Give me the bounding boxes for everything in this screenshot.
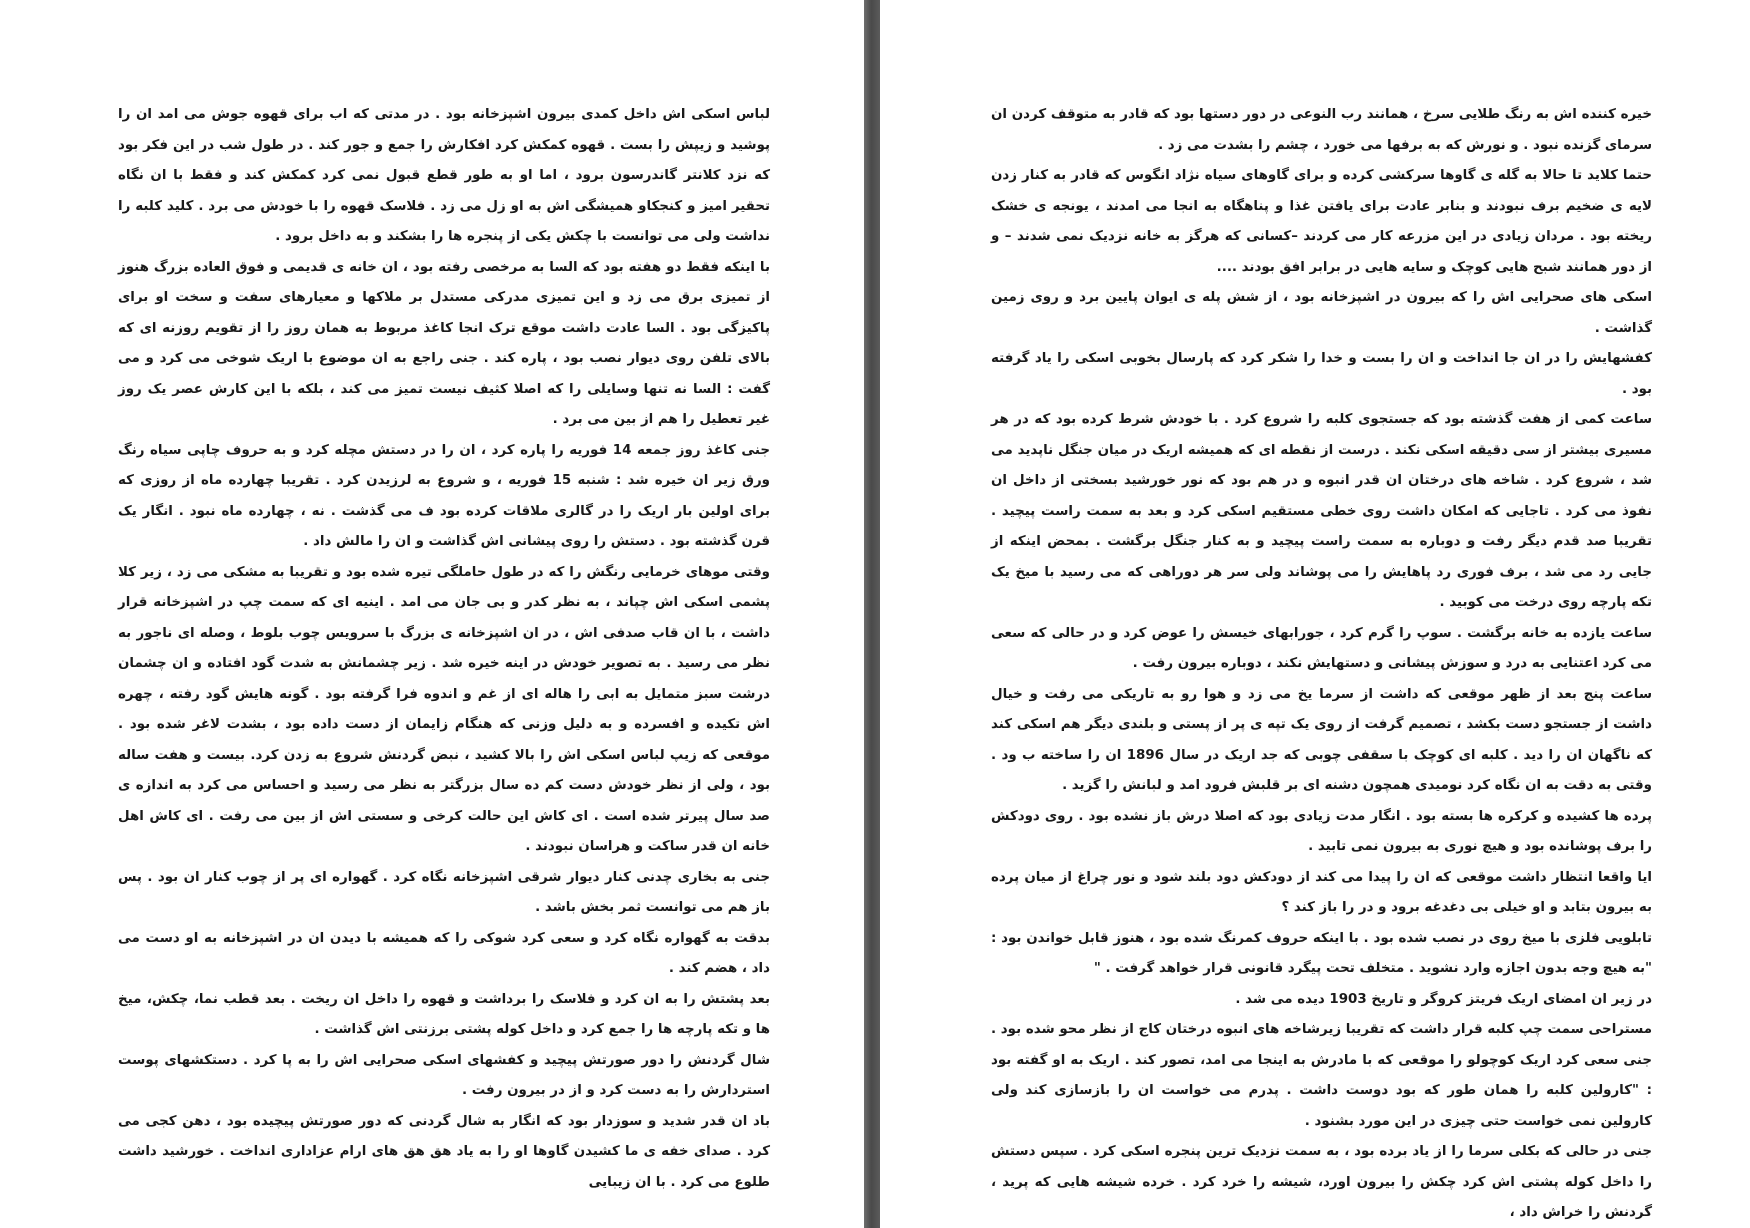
paragraph: لباس اسکی اش داخل کمدی بیرون اشپزخانه بود . در مدتی که اب برای قهوه جوش می امد ان را پوشید و زیپش را بست . قهوه کمکش کرد افکارش را جمع و جور کند . در طول شب در این فکر بود که نزد کلانتر گاندرسون برود ، اما او به طور قطع قبول نمی کرد کمکش کند و فقط با ان نگاه تحقیر امیز و کنجکاو همیشگی اش به او زل می زد . فلاسک قهوه را با خودش می برد . کلید کلبه را نداشت ولی می توانست با چکش یکی از پنجره ها را بشکند و به داخل برود . (118, 107, 770, 244)
paragraph: حتما کلاید تا حالا به گله ی گاوها سرکشی کرده و برای گاوهای سیاه نژاد انگوس که قادر به کنار زدن لایه ی ضخیم برف نبودند و بنابر عادت برای یافتن غذا و پناهگاه به انجا می امدند ، یونجه ی خشک ریخته بود . مردان زیادی در این مزرعه کار می کردند –کسانی که هرگز به خانه نزدیک نمی شدند – و از دور همانند شبح هایی کوچک و سایه هایی در برابر افق بودند .... (991, 168, 1652, 275)
paragraph: اسکی های صحرایی اش را که بیرون در اشپزخانه بود ، از شش پله ی ایوان پایین برد و روی زمین گذاشت . (991, 290, 1652, 336)
paragraph: باد ان قدر شدید و سوزدار بود که انگار به شال گردنی که دور صورتش پیچیده بود ، دهن کجی می کرد . صدای خفه ی ما کشیدن گاوها او را به یاد هق هق های ارام عزاداری انداخت . خورشید داشت طلوع می کرد . با ان زیبایی (118, 1113, 770, 1190)
paragraph: بعد پشتش را به ان کرد و فلاسک را برداشت و قهوه را داخل ان ریخت . بعد قطب نما، چکش، میخ ها و تکه پارچه ها را جمع کرد و داخل کوله پشتی برزنتی اش گذاشت . (118, 991, 770, 1037)
paragraph: شال گردنش را دور صورتش پیچید و کفشهای اسکی صحرایی اش را به پا کرد . دستکشهای پوست استردارش را به دست کرد و از در بیرون رفت . (118, 1052, 770, 1098)
paragraph: ساعت پنج بعد از ظهر موقعی که داشت از سرما یخ می زد و هوا رو به تاریکی می رفت و خیال داشت از جستجو دست بکشد ، تصمیم گرفت از روی یک تپه ی پر از پستی و بلندی دیگر هم اسکی کند که ناگهان ان را دید . کلبه ای کوچک با سقفی چوبی که جد اریک در سال 1896 ان را ساخته ب ود . وقتی به دقت به ان نگاه کرد نومیدی همچون دشنه ای بر قلبش فرود امد و لبانش را گزید . (991, 686, 1653, 793)
page-gutter (864, 0, 880, 1228)
paragraph: جنی در حالی که بکلی سرما را از یاد برده بود ، به سمت نزدیک ترین پنجره اسکی کرد . سپس دستش را داخل کوله پشتی اش کرد چکش را بیرون اورد، شیشه را خرد کرد . خرده شیشه هایی که پرید ، گردنش را خراش داد ، (991, 1144, 1652, 1220)
paragraph: بدقت به گهواره نگاه کرد و سعی کرد شوکی را که همیشه با دیدن ان در اشپزخانه به او دست می داد ، هضم کند . (118, 930, 770, 976)
paragraph: در زیر ان امضای اریک فریتز کروگر و تاریخ 1903 دیده می شد . (1235, 991, 1652, 1007)
paragraph: جنی به بخاری چدنی کنار دیوار شرقی اشپزخانه نگاه کرد . گهواره ای پر از چوب کنار ان بود . پس باز هم می توانست ثمر بخش باشد . (118, 869, 770, 915)
paragraph: وقتی موهای خرمایی رنگش را که در طول حاملگی تیره شده بود و تقریبا به مشکی می زد ، زیر کلا پشمی اسکی اش چپاند ، به نظر کدر و بی جان می امد . اینیه ای که سمت چپ در اشپزخانه قرار داشت ، با ان قاب صدفی اش ، در ان اشپزخانه ی بزرگ با سرویس چوب بلوط ، وصله ای ناجور به نظر می رسید . به تصویر خودش در اینه خیره شد . زیر چشمانش به شدت گود افتاده و ان چشمان درشت سبز متمایل به ابی را هاله ای از غم و اندوه فرا گرفته بود . گونه هایش گود رفته ، چهره اش تکیده و افسرده و به دلیل وزنی که هنگام زایمان از دست داده بود ، بشدت لاغر شده بود . موقعی که زیپ لباس اسکی اش را بالا کشید ، نبض گردنش شروع به زدن کرد. بیست و هفت ساله بود ، ولی از نظر خودش دست کم ده سال بزرگتر به نظر می رسید و احساس می کرد به اندازه ی صد سال پیرتر شده است . ای کاش این حالت کرخی و سستی اش از بین می رفت . ای کاش اهل خانه ان قدر ساکت و هراسان نبودند . (118, 564, 770, 854)
paragraph: مستراحی سمت چپ کلبه قرار داشت که تقریبا زیرشاخه های انبوه درختان کاج از نظر محو شده بود . جنی سعی کرد اریک کوچولو را موقعی که با مادرش به اینجا می امد، تصور کند . اریک به او گفته بود : "کارولین کلبه را همان طور که بود دوست داشت . پدرم می خواست ان را بازسازی کند ولی کارولین نمی خواست حتی چیزی در این مورد بشنود . (991, 1022, 1652, 1129)
paragraph: کفشهایش را در ان جا انداخت و ان را بست و خدا را شکر کرد که پارسال بخوبی اسکی را یاد گرفته بود . (991, 351, 1652, 397)
paragraph: ساعت یازده به خانه برگشت . سوپ را گرم کرد ، جورابهای خیسش را عوض کرد و در حالی که سعی می کرد اعتنایی به درد و سوزش پیشانی و دستهایش نکند ، دوباره بیرون رفت . (991, 625, 1652, 671)
paragraph: پرده ها کشیده و کرکره ها بسته بود . انگار مدت زیادی بود که اصلا درش باز نشده بود . روی دودکش را برف پوشانده بود و هیچ نوری به بیرون نمی تابید . (991, 808, 1652, 854)
paragraph: با اینکه فقط دو هفته بود که السا به مرخصی رفته بود ، ان خانه ی قدیمی و فوق العاده بزرگ هنوز از تمیزی برق می زد و این تمیزی مدرکی مستدل بر ملاکها و معیارهای سفت و سخت او برای پاکیزگی بود . السا عادت داشت موقع ترک انجا کاغذ مربوط به همان روز را از تقویم روزنه ای که بالای تلفن روی دیوار نصب بود ، پاره کند . جنی راجع به ان موضوع با اریک شوخی می کرد و می گفت : السا نه تنها وسایلی را که اصلا کثیف نیست تمیز می کند ، بلکه با این کارش عصر یک روز غیر تعطیل را هم از بین می برد . (118, 259, 770, 427)
right-page-text (991, 100, 1652, 1228)
right-page (880, 0, 1750, 1228)
paragraph: ایا واقعا انتظار داشت موقعی که ان را پیدا می کند از دودکش دود بلند شود و نور چراغ از میان پرده به بیرون بتابد و او خیلی بی دغدغه برود و در را باز کند ؟ (991, 869, 1652, 915)
left-page (0, 0, 864, 1228)
paragraph: خیره کننده اش به رنگ طلایی سرخ ، همانند رب النوعی در دور دستها بود که قادر به متوقف کردن ان سرمای گزنده نبود . و نورش که به برفها می خورد ، چشم را بشدت می زد . (991, 107, 1652, 153)
paragraph: جنی کاغذ روز جمعه 14 فوریه را پاره کرد ، ان را در دستش مچله کرد و به حروف چاپی سیاه رنگ ورق زیر ان خیره شد : شنبه 15 فوریه ، و شروع به لرزیدن کرد . تقریبا چهارده ماه از روزی که برای اولین بار اریک را در گالری ملاقات کرده بود ف می گذشت . نه ، چهارده ماه نبود . انگار یک قرن گذشته بود . دستش را روی پیشانی اش گذاشت و ان را مالش داد . (118, 442, 770, 549)
paragraph: تابلویی فلزی با میخ روی در نصب شده بود . با اینکه حروف کمرنگ شده بود ، هنوز قابل خواندن بود : "به هیچ وجه بدون اجازه وارد نشوید . متخلف تحت پیگرد قانونی قرار خواهد گرفت . " (991, 930, 1652, 976)
paragraph: ساعت کمی از هفت گذشته بود که جستجوی کلبه را شروع کرد . با خودش شرط کرده بود که در هر مسیری بیشتر از سی دقیقه اسکی نکند . درست از نقطه ای که همیشه اریک در میان جنگل ناپدید می شد ، شروع کرد . شاخه های درختان ان قدر انبوه و در هم بود که نور خورشید بسختی از داخل ان نفوذ می کرد . تاجایی که امکان داشت روی خطی مستقیم اسکی کرد و بعد به سمت راست پیچید . تقریبا صد قدم دیگر رفت و دوباره به سمت راست پیچید و به کنار جنگل برگشت . بمحض اینکه از جایی رد می شد ، برف فوری رد پاهایش را می پوشاند ولی سر هر دوراهی که می رسید با میخ یک تکه پارچه روی درخت می کوبید . (991, 412, 1652, 610)
left-page-text (118, 100, 770, 1198)
